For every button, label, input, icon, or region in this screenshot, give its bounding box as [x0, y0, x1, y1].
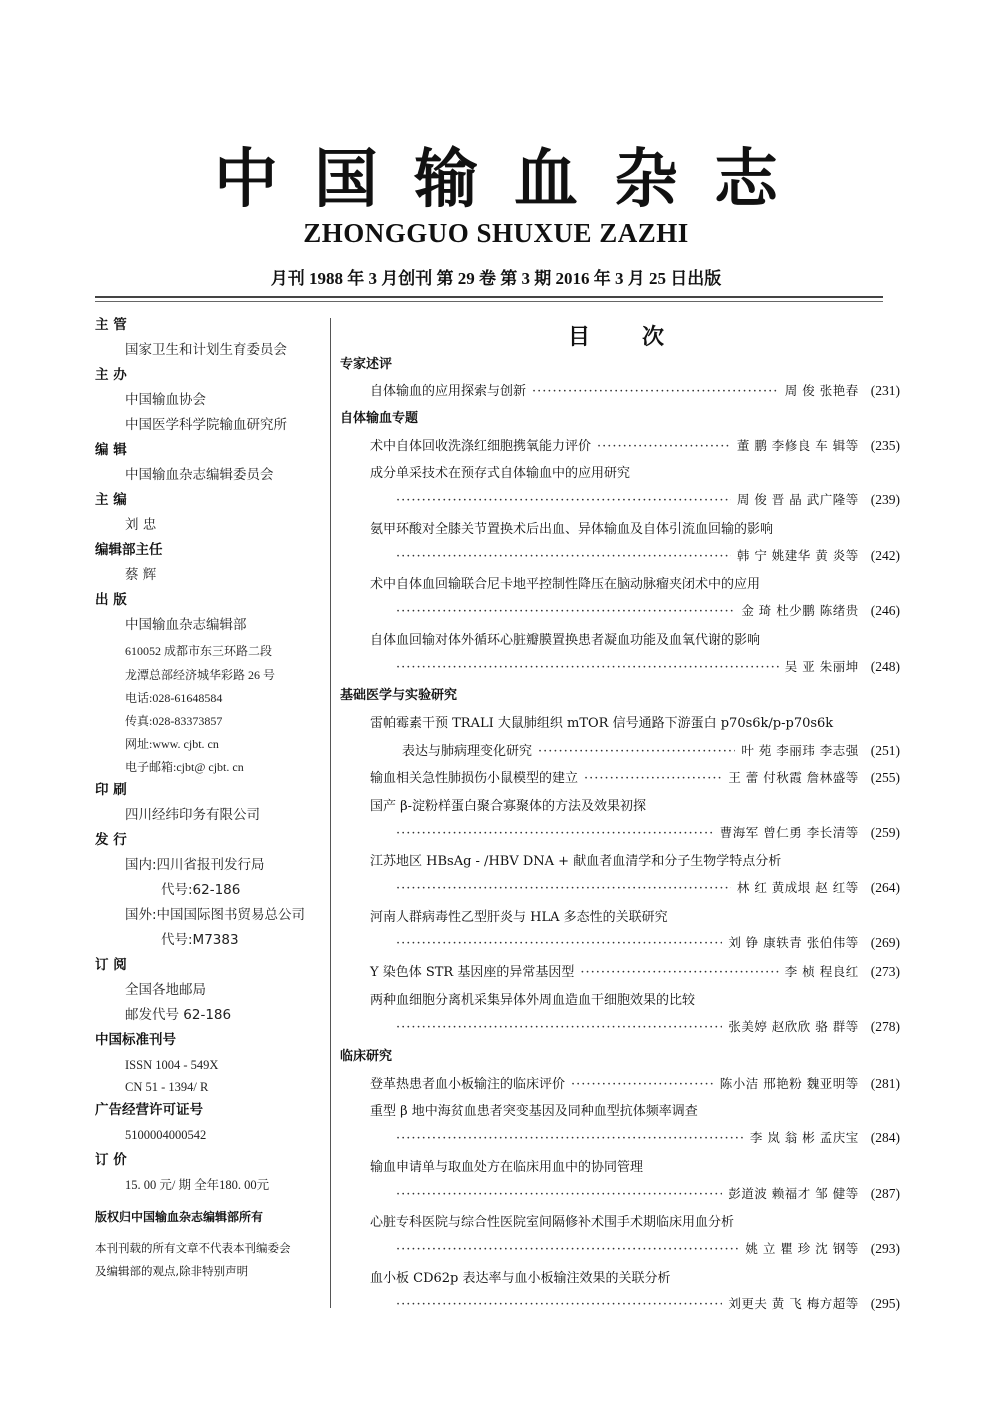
article-authors: 叶 苑 李丽玮 李志强 [741, 743, 859, 758]
article-title[interactable]: 输血申请单与取血处方在临床用血中的协同管理 [370, 1160, 644, 1175]
toc-entry[interactable] [370, 961, 900, 980]
section-heading: 基础医学与实验研究 [340, 688, 458, 703]
toc-entry[interactable] [370, 1073, 900, 1092]
toc-entry[interactable] [402, 740, 900, 759]
article-page: (248) [870, 659, 900, 674]
article-authors: 金 琦 杜少鹏 陈绪贵 [741, 603, 859, 618]
toc-entry[interactable] [396, 933, 900, 951]
article-authors: 王 蕾 付秋霞 詹林盛等 [728, 770, 859, 785]
toc-entry[interactable] [396, 490, 900, 508]
disclaimer-1: 本刊刊载的所有文章不代表本刊编委会 [95, 1241, 291, 1255]
article-authors: 曹海军 曾仁勇 李长清等 [719, 825, 859, 840]
article-authors: 张美婷 赵欣欣 骆 群等 [728, 1019, 859, 1034]
header-rule-thin [95, 301, 883, 302]
article-title: 登革热患者血小板输注的临床评价 [370, 1077, 566, 1092]
distribution-heading: 发 行 [95, 832, 127, 848]
host-heading: 主 办 [95, 367, 127, 383]
column-divider [330, 318, 331, 1308]
article-authors: 吴 亚 朱丽坤 [784, 659, 859, 674]
article-title[interactable]: 氨甲环酸对全膝关节置换术后出血、异体输血及自体引流血回输的影响 [370, 522, 774, 537]
price-heading: 订 价 [95, 1152, 127, 1168]
section-heading: 专家述评 [340, 357, 393, 372]
journal-title-pinyin: ZHONGGUO SHUXUE ZAZHI [303, 218, 689, 248]
ad-license-heading: 广告经营许可证号 [95, 1102, 203, 1118]
article-page: (273) [870, 964, 900, 979]
article-title[interactable]: 血小板 CD62p 表达率与血小板输注效果的关联分析 [370, 1271, 671, 1286]
toc-entry[interactable] [396, 1128, 900, 1146]
host-value-1: 中国输血协会 [125, 392, 206, 408]
printer-heading: 印 刷 [95, 782, 127, 798]
email: 电子邮箱:cjbt@ cjbt. cn [125, 760, 244, 774]
article-authors: 彭道波 赖福才 邹 健等 [728, 1186, 859, 1201]
article-title[interactable]: 自体血回输对体外循环心脏瓣膜置换患者凝血功能及血氧代谢的影响 [370, 633, 761, 648]
distribution-domestic: 国内:四川省报刊发行局 [125, 857, 265, 873]
article-page: (278) [870, 1019, 900, 1034]
article-authors: 李 岚 翁 彬 孟庆宝 [749, 1130, 859, 1145]
article-page: (259) [870, 825, 900, 840]
toc-entry[interactable] [396, 878, 900, 896]
chief-editor-value: 刘 忠 [125, 517, 157, 533]
issn: ISSN 1004 - 549X [125, 1058, 219, 1072]
sponsor-heading: 主 管 [95, 317, 127, 333]
article-title-cont: 表达与肺病理变化研究 [402, 744, 533, 759]
toc-title: 目次 [568, 324, 717, 350]
article-title: Y 染色体 STR 基因座的异常基因型 [370, 965, 575, 980]
article-page: (255) [870, 770, 900, 785]
article-authors: 林 红 黄成垠 赵 红等 [736, 880, 859, 895]
distribution-foreign-code: 代号:M7383 [161, 932, 239, 948]
article-title[interactable]: 重型 β 地中海贫血患者突变基因及同种血型抗体频率调查 [370, 1104, 698, 1119]
article-title: 自体输血的应用探索与创新 [370, 384, 527, 399]
disclaimer-2: 及编辑部的观点,除非特别声明 [95, 1264, 249, 1278]
article-page: (246) [870, 603, 900, 618]
distribution-foreign: 国外:中国国际图书贸易总公司 [125, 907, 306, 923]
office-director-heading: 编辑部主任 [95, 542, 163, 558]
article-page: (287) [870, 1186, 900, 1201]
article-page: (242) [870, 548, 900, 563]
toc-entry[interactable] [370, 380, 900, 399]
price-value: 15. 00 元/ 期 全年180. 00元 [125, 1178, 270, 1192]
article-authors: 刘更夫 黄 飞 梅方超等 [728, 1296, 859, 1311]
article-page: (281) [870, 1076, 900, 1091]
chief-editor-heading: 主 编 [95, 492, 127, 508]
toc-entry[interactable] [396, 1294, 900, 1312]
article-authors: 董 鹏 李修良 车 辑等 [736, 438, 859, 453]
toc-entry[interactable] [396, 601, 900, 619]
article-title[interactable]: 江苏地区 HBsAg - /HBV DNA + 献血者血清学和分子生物学特点分析 [370, 854, 782, 869]
header-rule [95, 296, 883, 298]
article-page: (231) [870, 383, 900, 398]
ad-license-value: 5100004000542 [125, 1128, 207, 1142]
article-authors: 刘 铮 康轶青 张伯伟等 [728, 935, 859, 950]
issue-info: 月刊 1988 年 3 月创刊 第 29 卷 第 3 期 2016 年 3 月 25 日出版 [270, 269, 722, 288]
article-title[interactable]: 成分单采技术在预存式自体输血中的应用研究 [370, 466, 631, 481]
editor-heading: 编 辑 [95, 442, 127, 458]
article-authors: 周 俊 晋 晶 武广隆等 [736, 492, 859, 507]
phone: 电话:028-61648584 [125, 691, 223, 705]
article-authors: 陈小洁 邢艳粉 魏亚明等 [719, 1076, 859, 1091]
host-value-2: 中国医学科学院输血研究所 [125, 417, 287, 433]
article-page: (264) [870, 880, 900, 895]
toc-entry[interactable] [396, 1239, 900, 1257]
toc-entry[interactable] [370, 767, 900, 786]
article-authors: 李 桢 程良红 [784, 964, 859, 979]
article-title: 术中自体回收洗涤红细胞携氧能力评价 [370, 439, 592, 454]
article-title[interactable]: 两种血细胞分离机采集异体外周血造血干细胞效果的比较 [370, 993, 696, 1008]
article-authors: 姚 立 瞿 珍 沈 钢等 [745, 1241, 859, 1256]
printer-value: 四川经纬印务有限公司 [125, 807, 260, 823]
toc-entry[interactable] [396, 823, 900, 841]
distribution-domestic-code: 代号:62-186 [161, 882, 241, 898]
website: 网址:www. cjbt. cn [125, 737, 219, 751]
article-title: 输血相关急性肺损伤小鼠模型的建立 [370, 771, 579, 786]
article-title[interactable]: 国产 β-淀粉样蛋白聚合寡聚体的方法及效果初探 [370, 799, 647, 814]
article-page: (251) [870, 743, 900, 758]
subscription-heading: 订 阅 [95, 957, 127, 973]
article-page: (239) [870, 492, 900, 507]
article-title[interactable]: 术中自体血回输联合尼卡地平控制性降压在脑动脉瘤夹闭术中的应用 [370, 577, 761, 592]
fax: 传真:028-83373857 [125, 714, 223, 728]
toc-entry[interactable] [396, 546, 900, 564]
article-page: (295) [870, 1296, 900, 1311]
cn-number: CN 51 - 1394/ R [125, 1080, 209, 1094]
article-page: (293) [870, 1241, 900, 1256]
address-line-1: 610052 成都市东三环路二段 [125, 644, 273, 658]
address-line-2: 龙潭总部经济城华彩路 26 号 [125, 668, 276, 682]
article-page: (235) [870, 438, 900, 453]
sponsor-value: 国家卫生和计划生育委员会 [125, 342, 287, 358]
standard-number-heading: 中国标准刊号 [95, 1032, 176, 1048]
article-title[interactable]: 雷帕霉素干预 TRALI 大鼠肺组织 mTOR 信号通路下游蛋白 p70s6k/p-p70s6k [370, 716, 834, 731]
article-title[interactable]: 河南人群病毒性乙型肝炎与 HLA 多态性的关联研究 [370, 910, 668, 925]
section-heading: 临床研究 [340, 1049, 393, 1064]
article-authors: 周 俊 张艳春 [784, 383, 859, 398]
copyright-notice: 版权归中国输血杂志编辑部所有 [95, 1210, 264, 1224]
editor-value: 中国输血杂志编辑委员会 [125, 467, 274, 483]
article-page: (269) [870, 935, 900, 950]
subscription-value-2: 邮发代号 62-186 [125, 1007, 232, 1023]
article-title[interactable]: 心脏专科医院与综合性医院室间隔修补术围手术期临床用血分析 [370, 1215, 735, 1230]
article-authors: 韩 宁 姚建华 黄 炎等 [736, 548, 859, 563]
section-heading: 自体输血专题 [340, 411, 419, 426]
publisher-value: 中国输血杂志编辑部 [125, 617, 247, 633]
publisher-heading: 出 版 [95, 592, 127, 608]
office-director-value: 蔡 辉 [125, 567, 157, 583]
subscription-value-1: 全国各地邮局 [125, 982, 206, 998]
toc-entry[interactable] [396, 1017, 900, 1035]
toc-entry[interactable] [396, 1184, 900, 1202]
article-page: (284) [870, 1130, 900, 1145]
toc-entry[interactable] [370, 435, 900, 454]
toc-entry[interactable] [396, 657, 900, 675]
journal-title-chinese: 中国输血杂志 [214, 142, 814, 217]
